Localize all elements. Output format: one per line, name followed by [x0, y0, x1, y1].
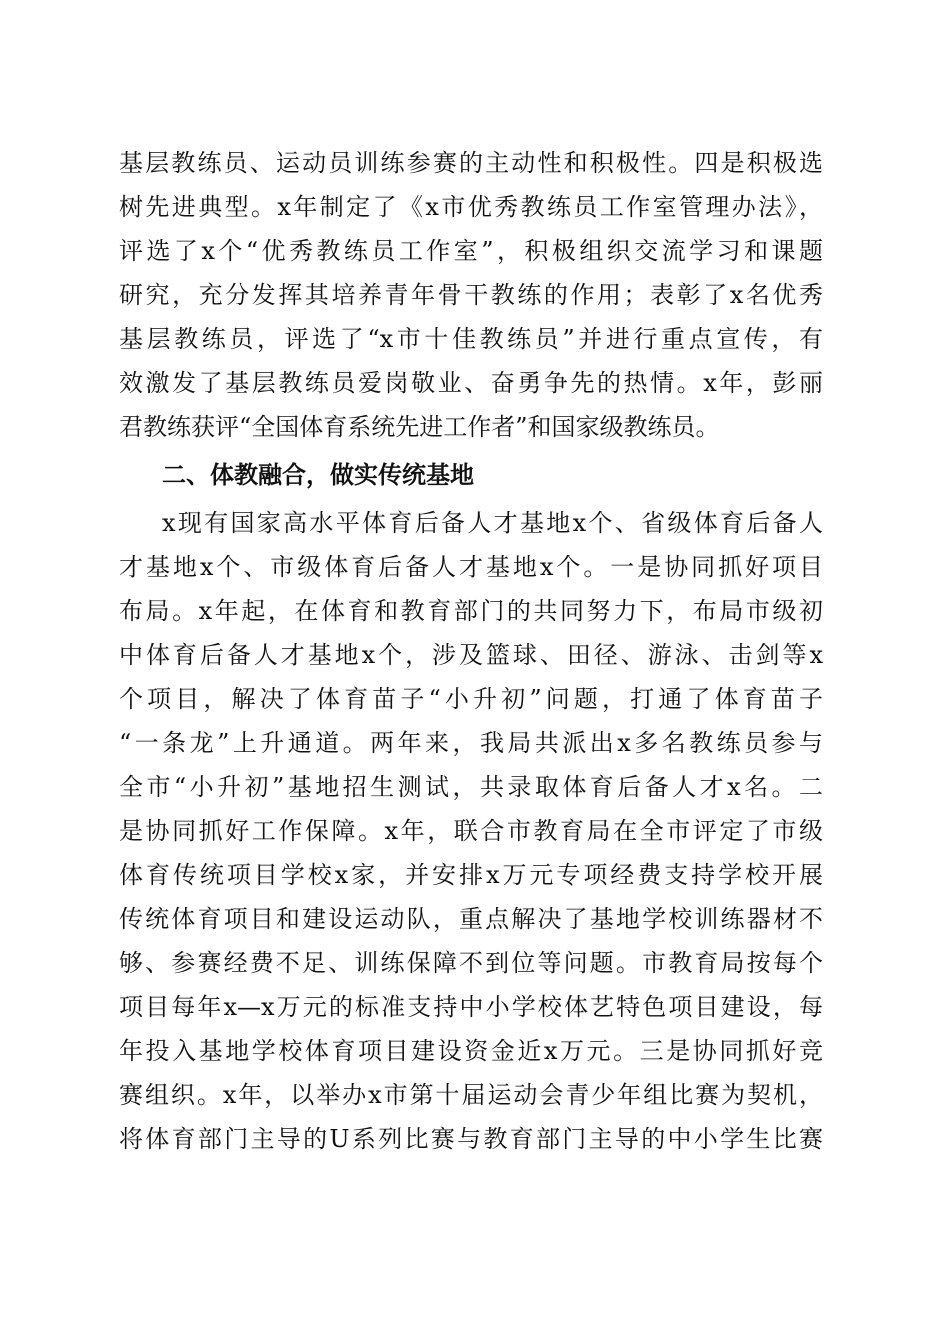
- paragraph-line: 评选了x个“优秀教练员工作室”，积极组织交流学习和课题: [119, 237, 823, 265]
- paragraph-line: 全市“小升初”基地招生测试，共录取体育后备人才x名。二: [119, 773, 823, 801]
- paragraph-line: x现有国家高水平体育后备人才基地x个、省级体育后备人: [162, 509, 823, 537]
- paragraph-line: 基层教练员、运动员训练参赛的主动性和积极性。四是积极选: [119, 149, 823, 177]
- section-heading: 二、体教融合，做实传统基地: [162, 461, 474, 489]
- paragraph-line: 年投入基地学校体育项目建设资金近x万元。三是协同抓好竞: [119, 1037, 823, 1065]
- paragraph-line: 将体育部门主导的U系列比赛与教育部门主导的中小学生比赛: [119, 1125, 823, 1153]
- paragraph-line: 研究，充分发挥其培养青年骨干教练的作用；表彰了x名优秀: [119, 281, 823, 309]
- paragraph-line: 效激发了基层教练员爱岗敬业、奋勇争先的热情。x年，彭丽: [119, 369, 823, 397]
- paragraph-line: 传统体育项目和建设运动队，重点解决了基地学校训练器材不: [119, 905, 823, 933]
- paragraph-line: 体育传统项目学校x家，并安排x万元专项经费支持学校开展: [119, 861, 823, 889]
- paragraph-line: 树先进典型。x年制定了《x市优秀教练员工作室管理办法》，: [119, 193, 823, 221]
- paragraph-line: “一条龙”上升通道。两年来，我局共派出x多名教练员参与: [119, 729, 823, 757]
- paragraph-line: 是协同抓好工作保障。x年，联合市教育局在全市评定了市级: [119, 817, 823, 845]
- paragraph-line: 君教练获评“全国体育系统先进工作者”和国家级教练员。: [119, 413, 720, 441]
- paragraph-line: 中体育后备人才基地x个，涉及篮球、田径、游泳、击剑等x: [119, 641, 823, 669]
- paragraph-line: 基层教练员，评选了“x市十佳教练员”并进行重点宣传，有: [119, 325, 823, 353]
- paragraph-line: 布局。x年起，在体育和教育部门的共同努力下，布局市级初: [119, 597, 823, 625]
- paragraph-line: 够、参赛经费不足、训练保障不到位等问题。市教育局按每个: [119, 949, 823, 977]
- paragraph-line: 才基地x个、市级体育后备人才基地x个。一是协同抓好项目: [119, 553, 823, 581]
- paragraph-line: 赛组织。x年，以举办x市第十届运动会青少年组比赛为契机，: [119, 1081, 823, 1109]
- paragraph-line: 个项目，解决了体育苗子“小升初”问题，打通了体育苗子: [119, 685, 823, 713]
- paragraph-line: 项目每年x—x万元的标准支持中小学校体艺特色项目建设，每: [119, 993, 823, 1021]
